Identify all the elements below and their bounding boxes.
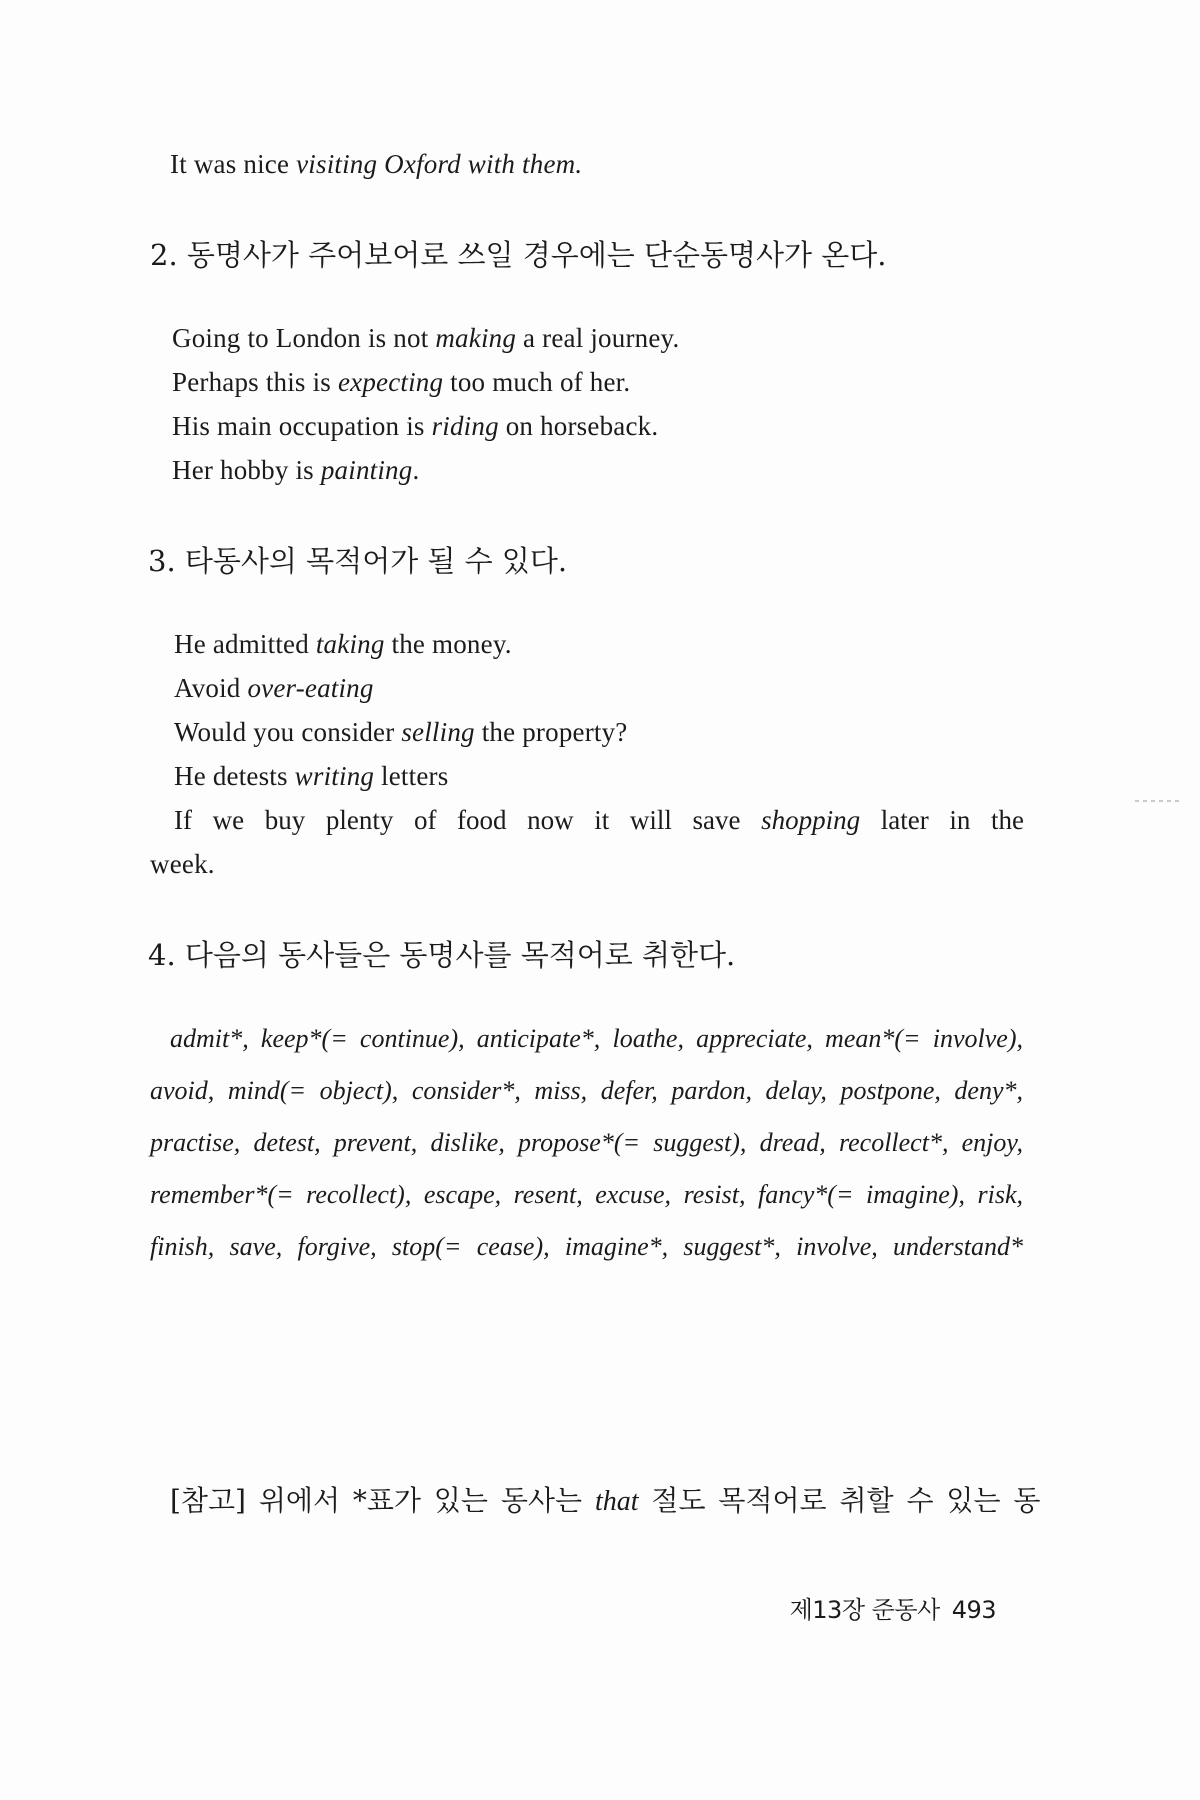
verb-list-line: admit*, keep*(= continue), anticipate*, loathe, appreciate, mean*(= involve), bbox=[170, 1024, 1023, 1053]
page-footer bbox=[780, 1590, 996, 1625]
chapter-label: 제13장 준동사 bbox=[789, 1596, 940, 1624]
section-3-heading: 3. 타동사의 목적어가 될 수 있다. bbox=[148, 544, 568, 578]
long-example-sentence: If we buy plenty of food now it will save shopping later in the bbox=[174, 805, 1024, 835]
verb-list-line: finish, save, forgive, stop(= cease), imagine*, suggest*, involve, understand* bbox=[150, 1232, 1023, 1261]
example-sentence: Her hobby is painting. bbox=[172, 455, 420, 485]
example-sentence: His main occupation is riding on horseback. bbox=[172, 411, 659, 441]
example-sentence: Avoid over-eating bbox=[174, 673, 374, 703]
verb-list-line: remember*(= recollect), escape, resent, excuse, resist, fancy*(= imagine), risk, bbox=[150, 1180, 1023, 1209]
section-4-heading: 4. 다음의 동사들은 동명사를 목적어로 취한다. bbox=[148, 938, 736, 972]
section-2-heading: 2. 동명사가 주어보어로 쓰일 경우에는 단순동명사가 온다. bbox=[150, 238, 887, 272]
example-sentence: Going to London is not making a real journey. bbox=[172, 323, 680, 353]
intro-sentence: It was nice visiting Oxford with them. bbox=[170, 149, 583, 179]
verb-list-line: avoid, mind(= object), consider*, miss, defer, pardon, delay, postpone, deny*, bbox=[150, 1076, 1023, 1105]
verb-list-line: practise, detest, prevent, dislike, propose*(= suggest), dread, recollect*, enjoy, bbox=[150, 1128, 1023, 1157]
example-sentence: Perhaps this is expecting too much of her. bbox=[172, 367, 631, 397]
example-sentence: Would you consider selling the property? bbox=[174, 717, 628, 747]
example-sentence: He detests writing letters bbox=[174, 761, 449, 791]
page-number: 493 bbox=[951, 1596, 996, 1624]
long-example-continuation: week. bbox=[150, 849, 215, 879]
scan-mark bbox=[1135, 800, 1179, 802]
reference-note: [참고] 위에서 *표가 있는 동사는 that 절도 목적어로 취할 수 있는 동 bbox=[170, 1484, 1041, 1517]
example-sentence: He admitted taking the money. bbox=[174, 629, 512, 659]
